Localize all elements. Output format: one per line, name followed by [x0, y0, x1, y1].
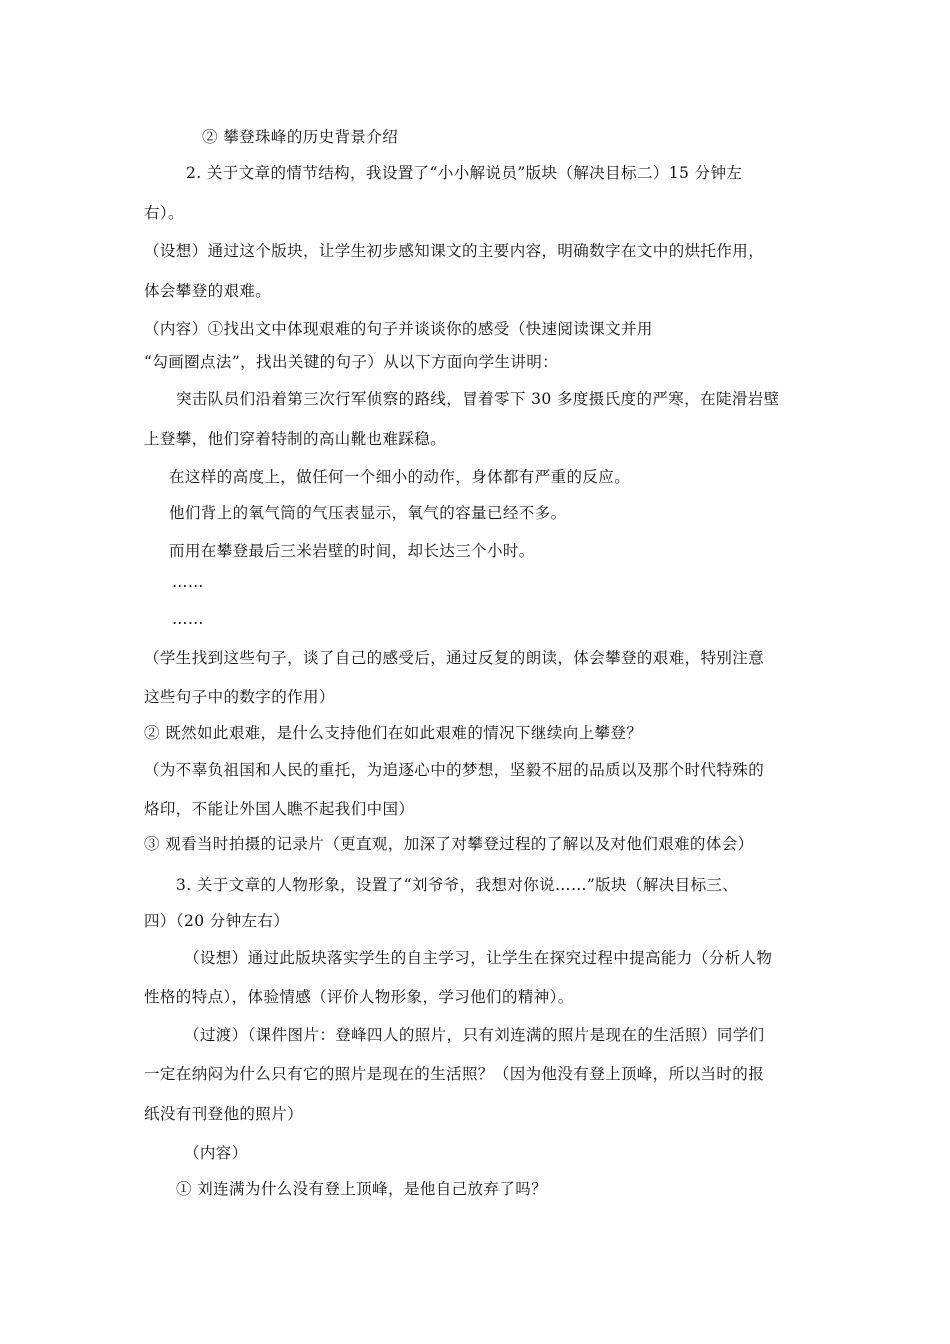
text-line: （过渡）（课件图片：登峰四人的照片，只有刘连满的照片是现在的生活照）同学们 — [184, 1026, 765, 1044]
ellipsis-line: …… — [172, 573, 204, 591]
text-line: 突击队员们沿着第三次行军侦察的路线，冒着零下 30 多度摄氏度的严寒，在陡滑岩壁 — [176, 390, 780, 408]
text-line: 而用在攀登最后三米岩壁的时间，却长达三个小时。 — [169, 542, 535, 560]
text-line: （学生找到这些句子，谈了自己的感受后，通过反复的朗读，体会攀登的艰难，特别注意 — [144, 649, 765, 667]
text-line: 四）（20 分钟左右） — [144, 912, 290, 930]
text-line: 在这样的高度上，做任何一个细小的动作，身体都有严重的反应。 — [169, 468, 631, 486]
text-line: （内容）①找出文中体现艰难的句子并谈谈你的感受（快速阅读课文并用 — [144, 320, 653, 338]
text-line: 3. 关于文章的人物形象，设置了“刘爷爷，我想对你说……”版块（解决目标三、 — [176, 876, 739, 894]
text-line: “勾画圈点法”，找出关键的句子）从以下方面向学生讲明： — [144, 353, 559, 371]
text-line: （设想）通过这个版块，让学生初步感知课文的主要内容，明确数字在文中的烘托作用， — [144, 242, 765, 260]
text-line: 纸没有刊登他的照片） — [144, 1105, 304, 1123]
text-line: （为不辜负祖国和人民的重托，为追逐心中的梦想，坚毅不屈的品质以及那个时代特殊的 — [144, 761, 765, 779]
text-line: 他们背上的氧气筒的气压表显示，氧气的容量已经不多。 — [169, 504, 567, 522]
text-line: 2. 关于文章的情节结构，我设置了“小小解说员”版块（解决目标二）15 分钟左 — [186, 164, 743, 182]
ellipsis-line: …… — [172, 610, 204, 628]
text-line: 性格的特点），体验情感（评价人物形象，学习他们的精神）。 — [144, 988, 574, 1006]
text-line: （设想）通过此版块落实学生的自主学习，让学生在探究过程中提高能力（分析人物 — [184, 949, 773, 967]
text-line: 右）。 — [144, 204, 184, 222]
text-line: ② 既然如此艰难，是什么支持他们在如此艰难的情况下继续向上攀登？ — [144, 724, 643, 742]
text-line: 一定在纳闷为什么只有它的照片是现在的生活照？（因为他没有登上顶峰，所以当时的报 — [144, 1065, 765, 1083]
text-line: 烙印，不能让外国人瞧不起我们中国） — [144, 800, 415, 818]
text-line: 这些句子中的数字的作用） — [144, 688, 335, 706]
text-line: ① 刘连满为什么没有登上顶峰，是他自己放弃了吗？ — [176, 1180, 548, 1198]
text-line: 上登攀，他们穿着特制的高山靴也难踩稳。 — [144, 430, 447, 448]
text-line: （内容） — [184, 1144, 248, 1162]
text-line: ② 攀登珠峰的历史背景介绍 — [202, 128, 399, 146]
text-line: ③ 观看当时拍摄的记录片（更直观，加深了对攀登过程的了解以及对他们艰难的体会） — [144, 835, 754, 853]
text-line: 体会攀登的艰难。 — [144, 282, 272, 300]
